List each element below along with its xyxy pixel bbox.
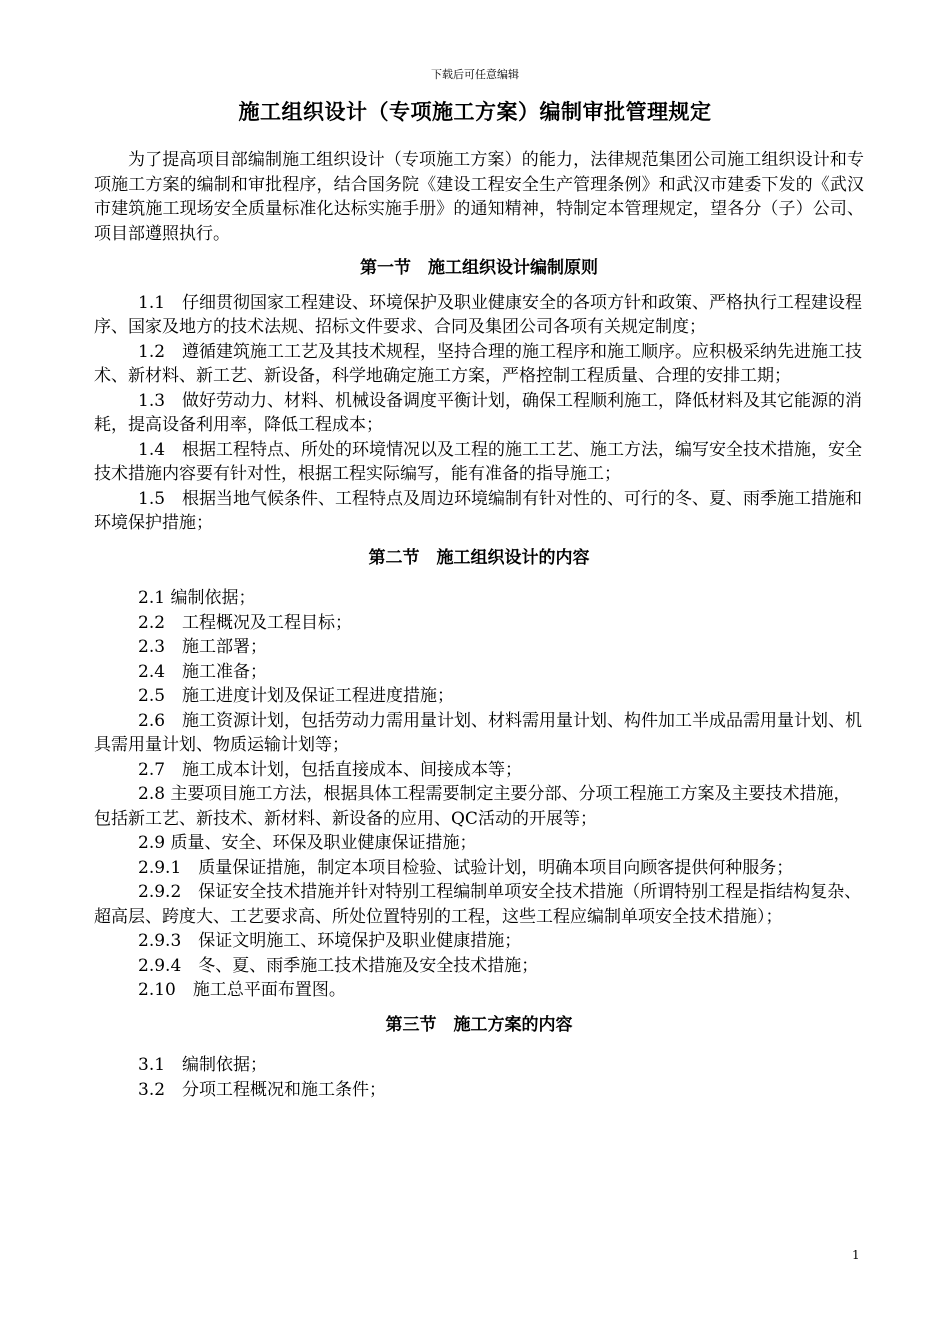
document-body bbox=[94, 148, 864, 1102]
section-3-heading: 第三节 施工方案的内容 bbox=[385, 1014, 573, 1035]
list-item: 2.6 施工资源计划，包括劳动力需用量计划、材料需用量计划、构件加工半成品需用量计划、机具需用量计划、物质运输计划等； bbox=[94, 710, 863, 755]
list-item: 2.9.4 冬、夏、雨季施工技术措施及安全技术措施； bbox=[138, 955, 539, 976]
list-item: 2.4 施工准备； bbox=[138, 661, 268, 682]
list-item: 3.2 分项工程概况和施工条件； bbox=[138, 1079, 387, 1100]
list-item: 2.9 质量、安全、环保及职业健康保证措施； bbox=[138, 833, 477, 853]
intro-paragraph: 为了提高项目部编制施工组织设计（专项施工方案）的能力，法律规范集团公司施工组织设计和专项施工方案的编制和审批程序，结合国务院《建设工程安全生产管理条例》和武汉市建委下发的《武汉市建筑施工现场安全质量标准化达标实施手册》的通知精神，特制定本管理规定，望各分（子）公司、项目部遵照执行。 bbox=[94, 150, 864, 244]
section-2-heading: 第二节 施工组织设计的内容 bbox=[368, 547, 590, 568]
list-item: 1.2 遵循建筑施工工艺及其技术规程，坚持合理的施工程序和施工顺序。应积极采纳先进施工技术、新材料、新工艺、新设备，科学地确定施工方案，严格控制工程质量、合理的安排工期； bbox=[94, 341, 863, 386]
list-item: 2.7 施工成本计划，包括直接成本、间接成本等； bbox=[138, 759, 523, 780]
list-item: 2.9.1 质量保证措施，制定本项目检验、试验计划，明确本项目向顾客提供何种服务； bbox=[138, 857, 794, 878]
page-number: 1 bbox=[852, 1248, 860, 1262]
list-item: 2.2 工程概况及工程目标； bbox=[138, 612, 353, 633]
list-item: 2.8 主要项目施工方法，根据具体工程需要制定主要分部、分项工程施工方案及主要技术措施，包括新工艺、新技术、新材料、新设备的应用、QC活动的开展等； bbox=[94, 784, 851, 829]
list-item: 2.3 施工部署； bbox=[138, 637, 268, 657]
list-item: 1.3 做好劳动力、材料、机械设备调度平衡计划，确保工程顺利施工，降低材料及其它能源的消耗，提高设备利用率，降低工程成本； bbox=[94, 390, 863, 435]
list-item: 1.1 仔细贯彻国家工程建设、环境保护及职业健康安全的各项方针和政策、严格执行工程建设程序、国家及地方的技术法规、招标文件要求、合同及集团公司各项有关规定制度； bbox=[94, 292, 863, 337]
list-item: 1.4 根据工程特点、所处的环境情况以及工程的施工工艺、施工方法，编写安全技术措施，安全技术措施内容要有针对性，根据工程实际编写，能有准备的指导施工； bbox=[94, 439, 863, 484]
document-title: 施工组织设计（专项施工方案）编制审批管理规定 bbox=[238, 99, 712, 124]
list-item: 2.9.3 保证文明施工、环境保护及职业健康措施； bbox=[138, 931, 522, 951]
list-item: 2.1 编制依据； bbox=[138, 588, 256, 608]
list-item: 2.9.2 保证安全技术措施并针对特别工程编制单项安全技术措施（所谓特别工程是指结构复杂、超高层、跨度大、工艺要求高、所处位置特别的工程，这些工程应编制单项安全技术措施）； bbox=[94, 882, 862, 927]
list-item: 2.10 施工总平面布置图。 bbox=[138, 980, 346, 1000]
list-item: 2.5 施工进度计划及保证工程进度措施； bbox=[138, 686, 455, 706]
list-item: 1.5 根据当地气候条件、工程特点及周边环境编制有针对性的、可行的冬、夏、雨季施工措施和环境保护措施； bbox=[94, 488, 863, 533]
page-header-note: 下载后可任意编辑 bbox=[431, 68, 519, 81]
section-1-heading: 第一节 施工组织设计编制原则 bbox=[360, 258, 598, 278]
list-item: 3.1 编制依据； bbox=[138, 1055, 268, 1075]
